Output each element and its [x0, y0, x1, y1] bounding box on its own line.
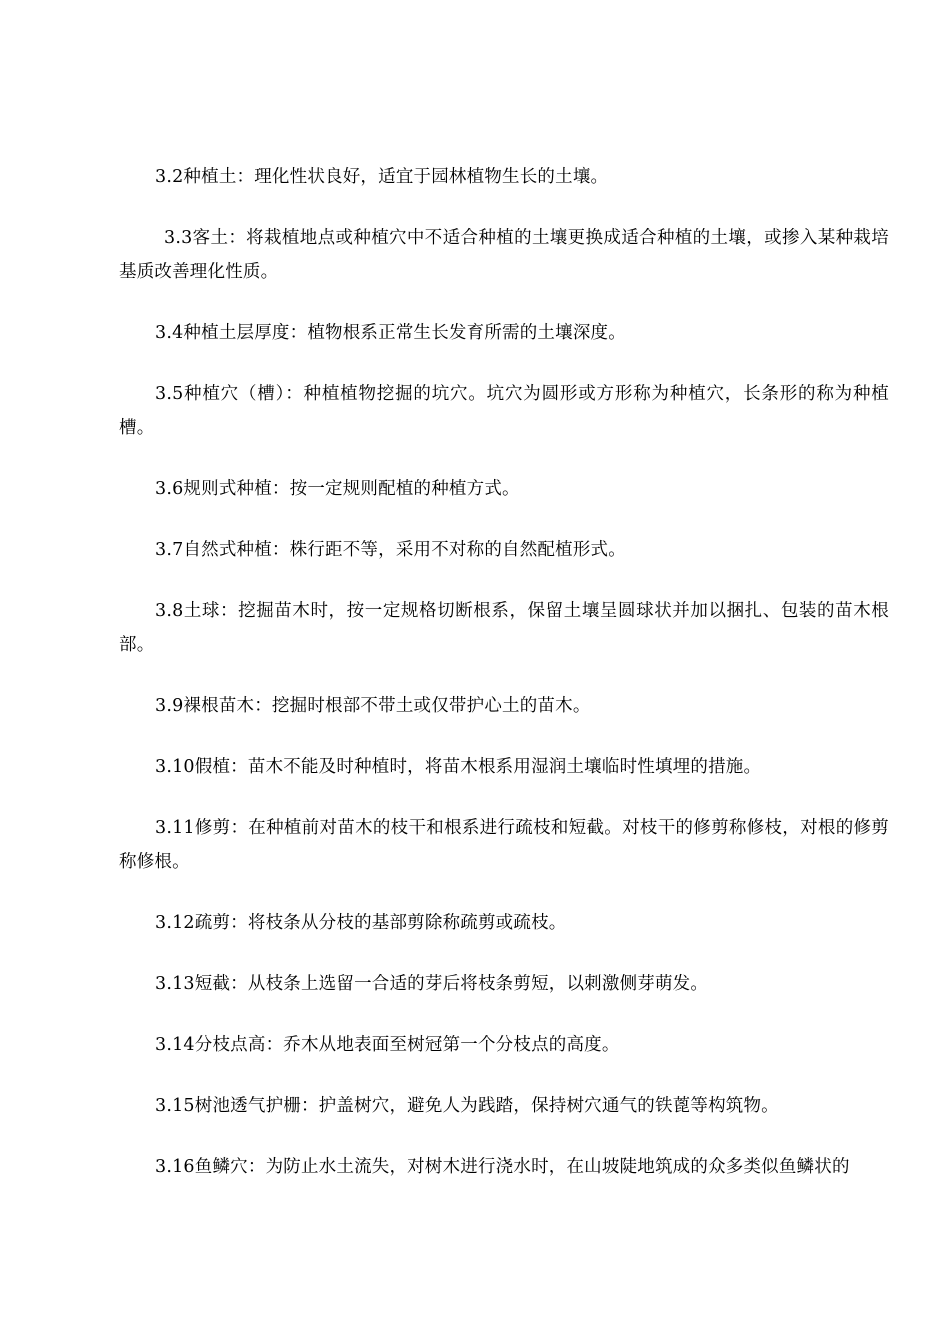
paragraph-3-15: 3.15树池透气护栅：护盖树穴，避免人为践踏，保持树穴通气的铁蓖等构筑物。 [155, 1096, 779, 1116]
paragraph-3-9: 3.9裸根苗木：挖掘时根部不带土或仅带护心土的苗木。 [155, 696, 591, 716]
paragraph-3-6: 3.6规则式种植：按一定规则配植的种植方式。 [155, 479, 520, 499]
paragraph-3-13: 3.13短截：从枝条上选留一合适的芽后将枝条剪短，以刺激侧芽萌发。 [155, 974, 709, 994]
document-body [119, 160, 889, 1211]
paragraph-3-3: 3.3客土：将栽植地点或种植穴中不适合种植的土壤更换成适合种植的土壤，或掺入某种栽培基质改善理化性质。 [119, 228, 889, 282]
paragraph-3-5: 3.5种植穴（槽）：种植植物挖掘的坑穴。坑穴为圆形或方形称为种植穴，长条形的称为种植槽。 [119, 384, 889, 438]
paragraph-3-12: 3.12疏剪：将枝条从分枝的基部剪除称疏剪或疏枝。 [155, 913, 567, 933]
paragraph-3-10: 3.10假植：苗木不能及时种植时，将苗木根系用湿润土壤临时性填埋的措施。 [155, 757, 762, 777]
paragraph-3-16: 3.16鱼鳞穴：为防止水土流失，对树木进行浇水时，在山坡陡地筑成的众多类似鱼鳞状的 [155, 1157, 850, 1177]
paragraph-3-14: 3.14分枝点高：乔木从地表面至树冠第一个分枝点的高度。 [155, 1035, 620, 1055]
paragraph-3-4: 3.4种植土层厚度：植物根系正常生长发育所需的土壤深度。 [155, 323, 626, 343]
paragraph-3-11: 3.11修剪：在种植前对苗木的枝干和根系进行疏枝和短截。对枝干的修剪称修枝，对根的修剪称修根。 [119, 818, 889, 872]
paragraph-3-2: 3.2种植土：理化性状良好，适宜于园林植物生长的土壤。 [155, 167, 609, 187]
paragraph-3-8: 3.8土球：挖掘苗木时，按一定规格切断根系，保留土壤呈圆球状并加以捆扎、包装的苗木根部。 [119, 601, 889, 655]
paragraph-3-7: 3.7自然式种植：株行距不等，采用不对称的自然配植形式。 [155, 540, 626, 560]
